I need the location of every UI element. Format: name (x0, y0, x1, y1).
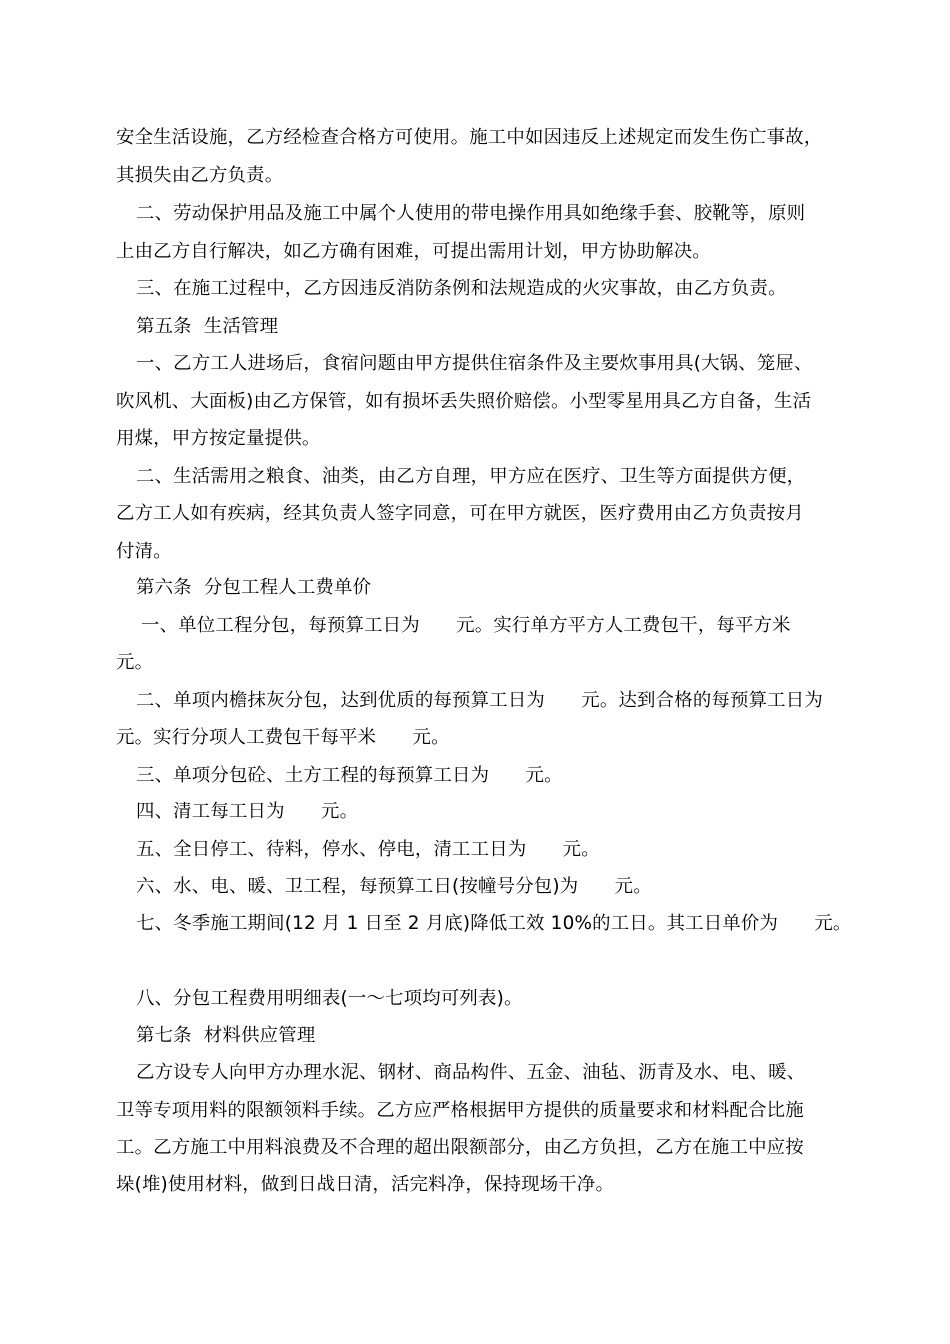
text-line: 安全生活设施，乙方经检查合格方可使用。施工中如因违反上述规定而发生伤亡事故， (116, 127, 823, 148)
text-line: 二、生活需用之粮食、油类，由乙方自理，甲方应在医疗、卫生等方面提供方便， (136, 466, 806, 487)
text-line: 用煤，甲方按定量提供。 (116, 428, 321, 449)
section-heading: 第七条 材料供应管理 (136, 1025, 316, 1046)
text-line: 其损失由乙方负责。 (116, 165, 284, 186)
text-line: 三、在施工过程中，乙方因违反消防条例和法规造成的火灾事故，由乙方负责。 (136, 278, 787, 299)
text-line: 二、劳动保护用品及施工中属个人使用的带电操作用具如绝缘手套、胶靴等，原则 (136, 203, 806, 224)
text-line: 四、清工每工日为 元。 (136, 801, 359, 822)
text-line: 一、单位工程分包，每预算工日为 元。实行单方平方人工费包干，每平方米 (141, 615, 791, 636)
text-line: 元。实行分项人工费包干每平米 元。 (116, 727, 450, 748)
text-line: 卫等专项用料的限额领料手续。乙方应严格根据甲方提供的质量要求和材料配合比施 (116, 1100, 804, 1121)
text-line: 上由乙方自行解决，如乙方确有困难，可提出需用计划，甲方协助解决。 (116, 241, 711, 262)
text-line: 付清。 (116, 541, 172, 562)
text-line: 三、单项分包砼、土方工程的每预算工日为 元。 (136, 765, 563, 786)
text-line: 乙方工人如有疾病，经其负责人签字同意，可在甲方就医，医疗费用由乙方负责按月 (116, 503, 804, 524)
text-line: 工。乙方施工中用料浪费及不合理的超出限额部分，由乙方负担，乙方在施工中应按 (116, 1137, 804, 1158)
section-heading: 第五条 生活管理 (136, 316, 279, 337)
text-line: 七、冬季施工期间(12 月 1 日至 2 月底)降低工效 10%的工日。其工日单价为 元。 (136, 913, 852, 934)
text-line: 元。 (116, 652, 154, 673)
text-line: 一、乙方工人进场后，食宿问题由甲方提供住宿条件及主要炊事用具(大锅、笼屉、 (136, 353, 813, 374)
section-heading: 第六条 分包工程人工费单价 (136, 577, 372, 598)
text-line: 垛(堆)使用材料，做到日战日清，活完料净，保持现场干净。 (116, 1174, 615, 1195)
text-line: 八、分包工程费用明细表(一～七项均可列表)。 (136, 988, 523, 1009)
text-line: 乙方设专人向甲方办理水泥、钢材、商品构件、五金、油毡、沥青及水、电、暖、 (136, 1062, 806, 1083)
text-line: 六、水、电、暖、卫工程，每预算工日(按幢号分包)为 元。 (136, 876, 652, 897)
text-line: 五、全日停工、待料，停水、停电，清工工日为 元。 (136, 839, 600, 860)
text-line: 吹风机、大面板)由乙方保管，如有损坏丢失照价赔偿。小型零星用具乙方自备，生活 (116, 391, 812, 412)
text-line: 二、单项内檐抹灰分包，达到优质的每预算工日为 元。达到合格的每预算工日为 (136, 690, 823, 711)
